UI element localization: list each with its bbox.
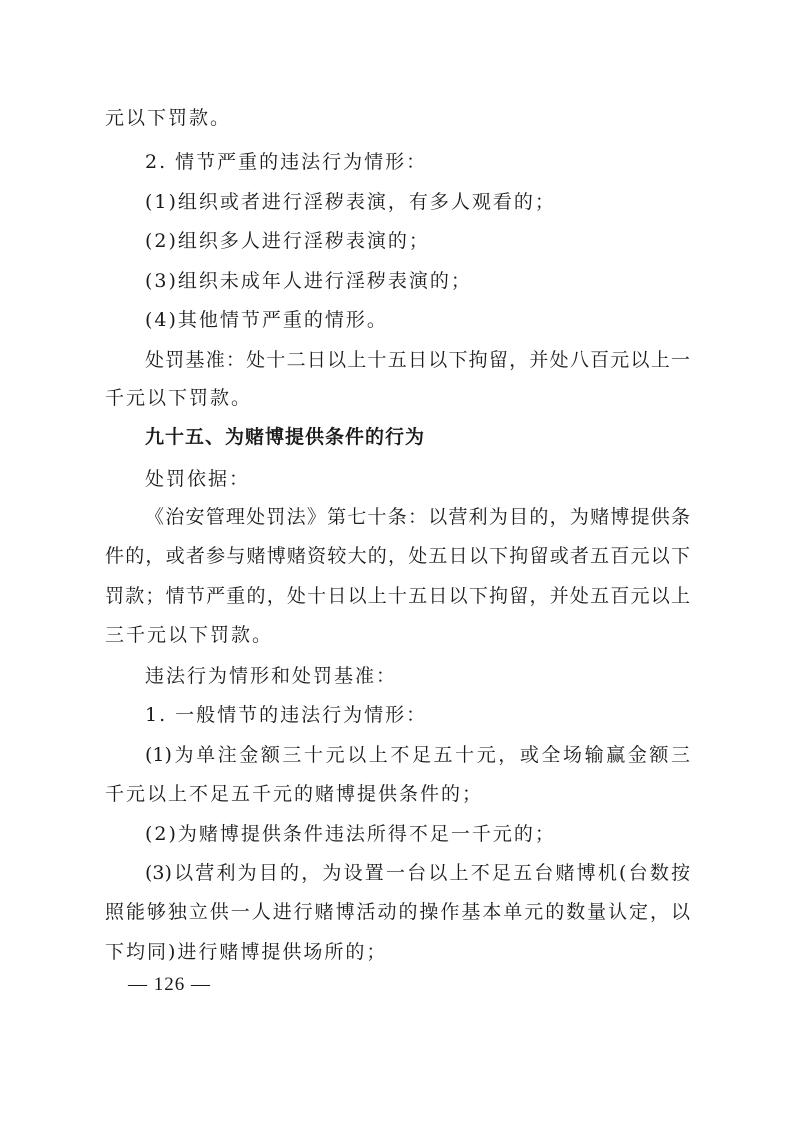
text-line: 违法行为情形和处罚基准： (145, 665, 398, 687)
article-heading: 九十五、为赌博提供条件的行为 (145, 426, 426, 448)
page-number: — 126 — (128, 974, 211, 995)
text-line: 件的，或者参与赌博赌资较大的，处五日以下拘留或者五百元以下 (105, 545, 690, 567)
text-line: 元以下罚款。 (105, 107, 232, 129)
text-line: (3)以营利为目的，为设置一台以上不足五台赌博机(台数按 (145, 862, 690, 884)
text-line: 处罚依据： (145, 468, 251, 490)
text-line: 千元以下罚款。 (105, 387, 253, 409)
section-heading-serious: 2. 情节严重的违法行为情形： (145, 151, 428, 173)
text-line: (1)组织或者进行淫秽表演，有多人观看的； (145, 191, 556, 213)
text-line: 下均同)进行赌博提供场所的； (105, 941, 388, 963)
text-line: 处罚基准：处十二日以上十五日以下拘留，并处八百元以上一 (145, 349, 690, 371)
text-line: (1)为单注金额三十元以上不足五十元，或全场输赢金额三 (145, 744, 690, 766)
text-line: (2)为赌博提供条件违法所得不足一千元的； (145, 823, 556, 845)
text-line: 三千元以下罚款。 (105, 624, 274, 646)
text-line: (2)组织多人进行淫秽表演的； (145, 230, 430, 252)
section-heading-general: 1. 一般情节的违法行为情形： (145, 704, 428, 726)
text-line: (3)组织未成年人进行淫秽表演的； (145, 270, 472, 292)
text-line: 罚款；情节严重的，处十日以上十五日以下拘留，并处五百元以上 (105, 585, 690, 607)
text-line: 照能够独立供一人进行赌博活动的操作基本单元的数量认定，以 (105, 901, 690, 923)
text-line: 千元以上不足五千元的赌博提供条件的； (105, 783, 484, 805)
text-line: 《治安管理处罚法》第七十条：以营利为目的，为赌博提供条 (145, 506, 690, 528)
text-line: (4)其他情节严重的情形。 (145, 309, 388, 331)
